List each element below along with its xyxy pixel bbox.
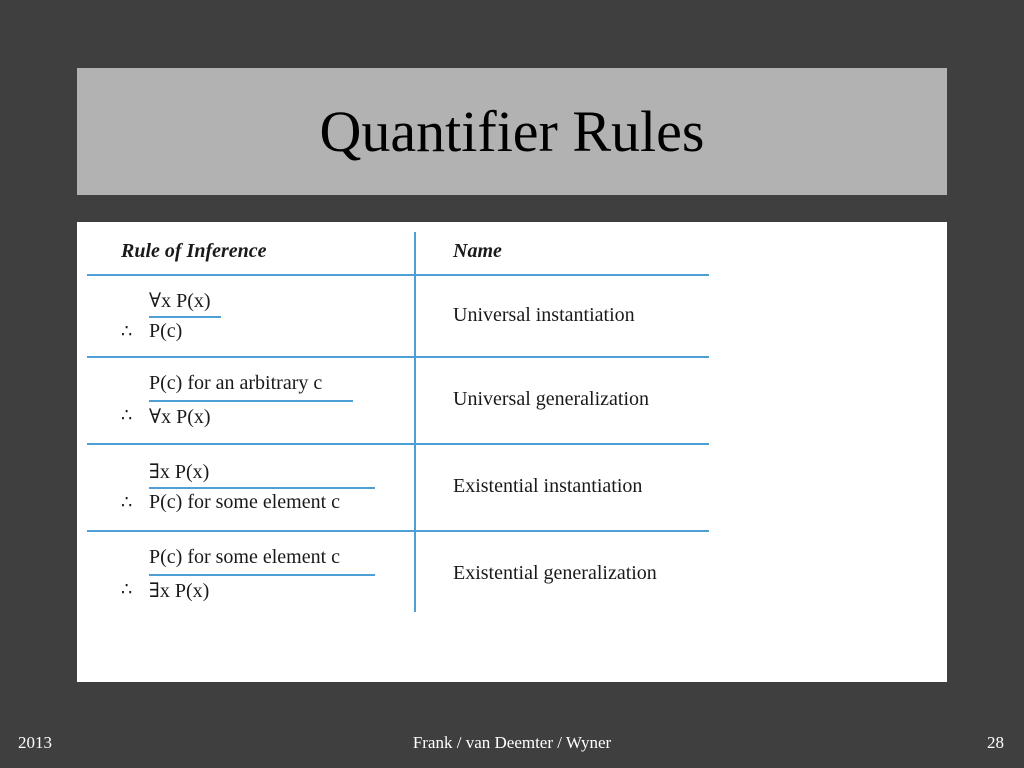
conclusion: P(c) xyxy=(149,320,183,342)
title-bar xyxy=(77,68,947,195)
inference-line xyxy=(149,400,353,402)
table-row xyxy=(87,532,709,612)
conclusion: P(c) for some element c xyxy=(149,491,341,513)
conclusion: ∃x P(x) xyxy=(149,580,210,602)
premise: ∀x P(x) xyxy=(149,290,211,312)
slide-title: Quantifier Rules xyxy=(319,99,705,164)
inference-line xyxy=(149,316,221,318)
therefore-symbol: ∴ xyxy=(121,321,133,342)
rule-name: Existential instantiation xyxy=(453,475,643,497)
premise: ∃x P(x) xyxy=(149,461,210,483)
therefore-symbol: ∴ xyxy=(121,492,133,513)
therefore-symbol: ∴ xyxy=(121,405,133,426)
header-name: Name xyxy=(453,240,502,262)
rule-name: Universal instantiation xyxy=(453,304,635,326)
conclusion: ∀x P(x) xyxy=(149,406,211,428)
table-row xyxy=(87,358,709,444)
header-rule-of-inference: Rule of Inference xyxy=(121,240,267,262)
table-row xyxy=(87,445,709,531)
page-number: 28 xyxy=(987,733,1004,752)
inference-line xyxy=(149,574,375,576)
rules-table xyxy=(87,232,709,612)
footer-authors: Frank / van Deemter / Wyner xyxy=(412,733,612,752)
premise: P(c) for an arbitrary c xyxy=(149,372,323,394)
inference-line xyxy=(149,487,375,489)
premise: P(c) for some element c xyxy=(149,546,341,568)
footer-year: 2013 xyxy=(18,733,52,752)
table-row xyxy=(87,276,709,358)
therefore-symbol: ∴ xyxy=(121,579,133,600)
rule-name: Existential generalization xyxy=(453,562,657,584)
rule-name: Universal generalization xyxy=(453,388,650,410)
content-panel xyxy=(77,222,947,682)
